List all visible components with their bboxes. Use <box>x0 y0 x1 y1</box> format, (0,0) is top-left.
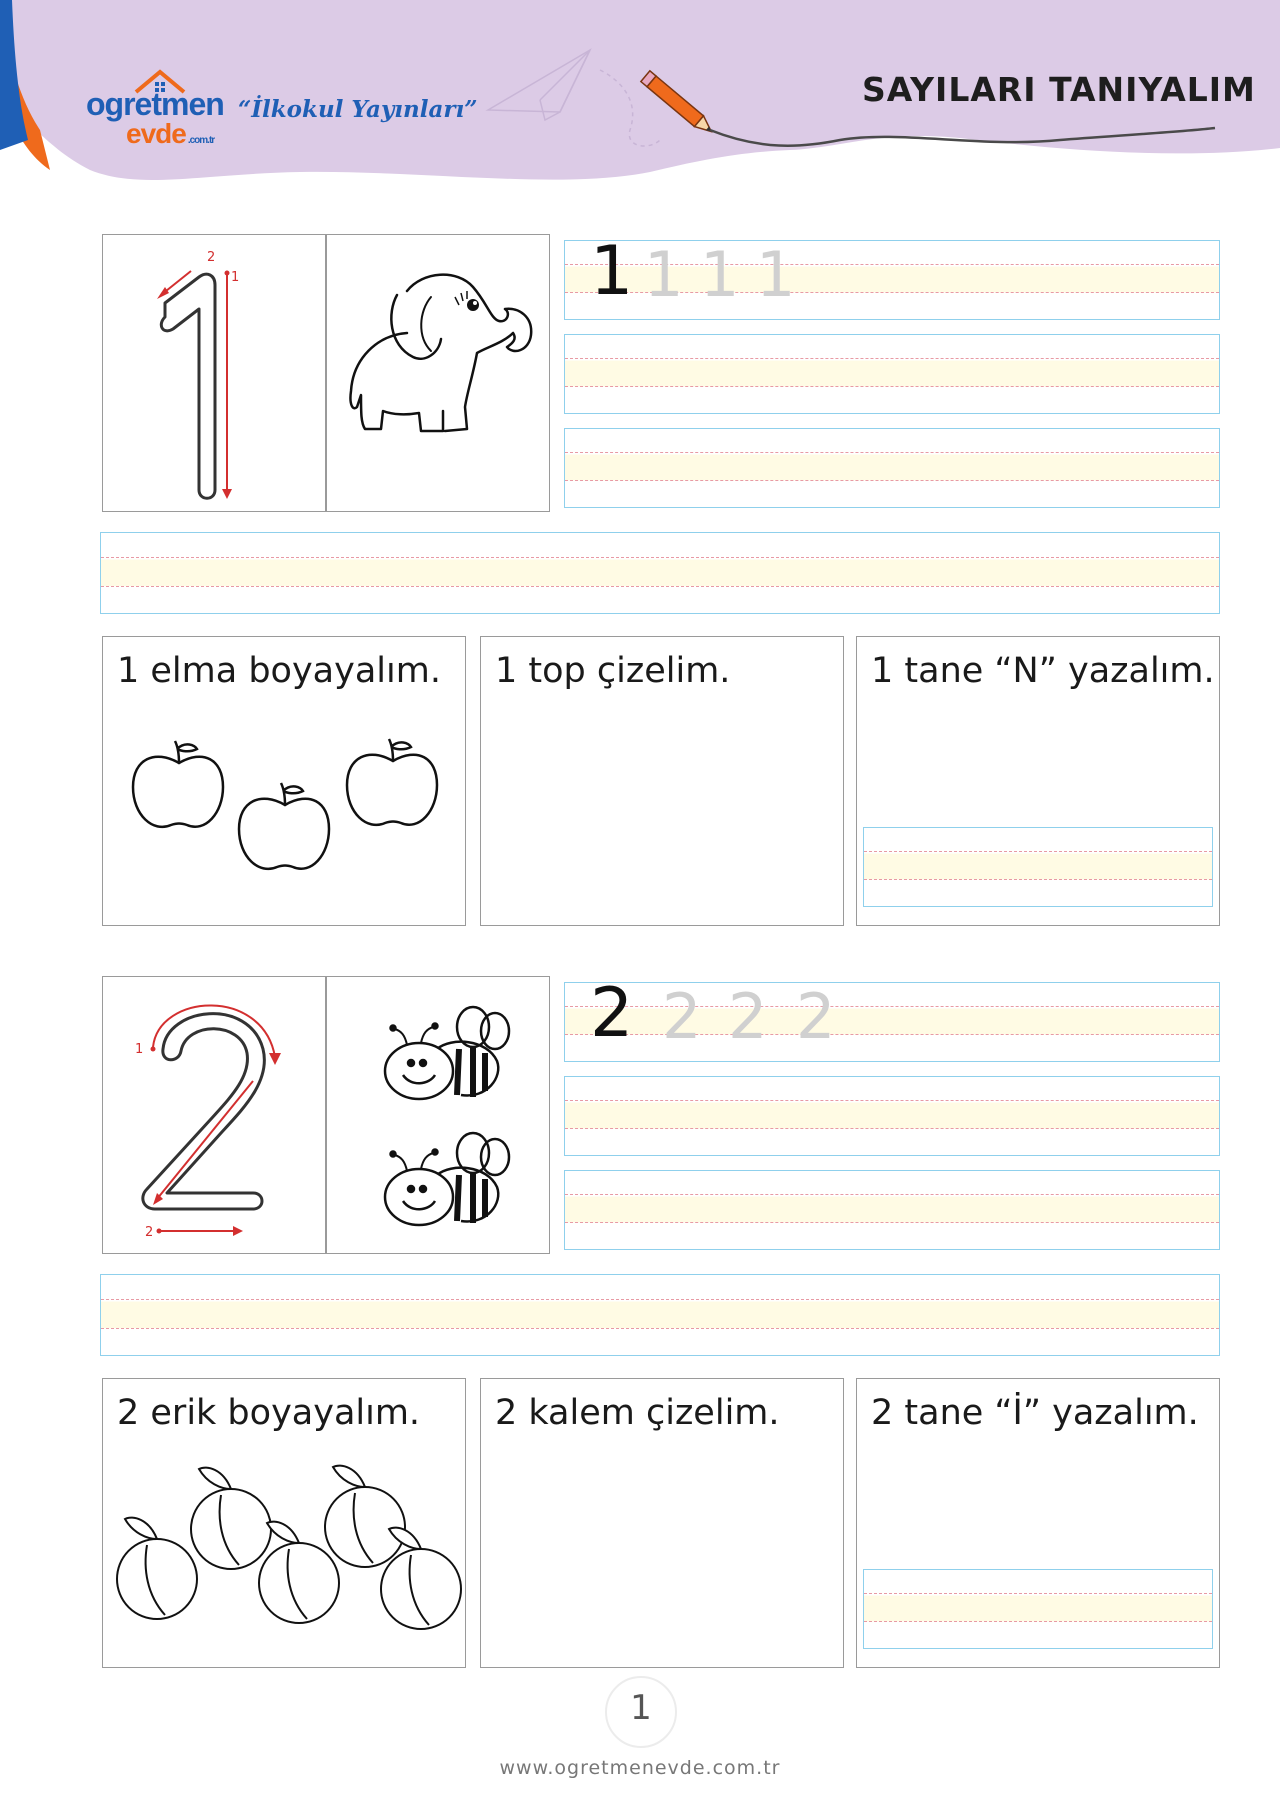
digit-one-stroke-guide <box>103 235 324 510</box>
brand-domain-text: .com.tr <box>187 135 215 146</box>
task-label: 1 top çizelim. <box>495 651 731 691</box>
bees-picture-box <box>326 976 550 1254</box>
task-box-color-apple[interactable] <box>102 636 466 926</box>
elephant-picture-box <box>326 234 550 512</box>
bee-icon <box>385 1133 509 1225</box>
apple-icon <box>347 739 437 825</box>
brand-sub-text: evde .com.tr <box>126 118 215 149</box>
task-box-write-letter-n[interactable] <box>856 636 1220 926</box>
writing-line-wide[interactable] <box>100 532 1220 614</box>
stroke-order-label: 1 <box>231 270 240 285</box>
writing-line[interactable] <box>863 1569 1213 1649</box>
stroke-order-label: 2 <box>145 1225 154 1240</box>
digit-two-model-box <box>102 976 326 1254</box>
trace-digit: 2 <box>796 980 836 1053</box>
trace-digit: 2 <box>662 980 702 1053</box>
brand-logo <box>86 86 224 149</box>
trace-digit: 1 <box>756 238 796 311</box>
task-label: 1 elma boyayalım. <box>117 651 441 691</box>
writing-line[interactable] <box>564 1170 1220 1250</box>
trace-digit: 2 <box>728 980 768 1053</box>
trace-digit: 1 <box>644 238 684 311</box>
writing-line[interactable] <box>863 827 1213 907</box>
trace-digit: 1 <box>700 238 740 311</box>
elephant-icon <box>327 235 548 510</box>
page-title: SAYILARI TANIYALIM <box>862 70 1256 109</box>
digit-two-stroke-guide <box>103 977 324 1252</box>
page-number: 1 <box>630 1688 652 1728</box>
task-label: 2 kalem çizelim. <box>495 1393 780 1433</box>
task-box-draw-ball[interactable] <box>480 636 844 926</box>
task-box-color-plum[interactable] <box>102 1378 466 1668</box>
plum-icon <box>325 1466 405 1567</box>
bee-icon <box>385 1007 509 1099</box>
apple-outlines <box>103 637 463 923</box>
bees-illustration <box>327 977 548 1252</box>
plum-outlines <box>103 1379 463 1665</box>
website-url: www.ogretmenevde.com.tr <box>499 1757 781 1779</box>
writing-line-wide[interactable] <box>100 1274 1220 1356</box>
task-label: 2 tane “İ” yazalım. <box>871 1393 1199 1433</box>
digit-one-model-box <box>102 234 326 512</box>
writing-line[interactable] <box>564 1076 1220 1156</box>
stroke-order-label: 1 <box>135 1042 144 1057</box>
plum-icon <box>191 1468 271 1569</box>
stroke-order-label: 2 <box>207 250 216 265</box>
model-digit: 1 <box>590 232 634 311</box>
tagline: “İlkokul Yayınları” <box>238 96 478 123</box>
model-digit: 2 <box>590 974 634 1053</box>
apple-icon <box>239 783 329 869</box>
writing-line[interactable] <box>564 428 1220 508</box>
task-label: 2 erik boyayalım. <box>117 1393 421 1433</box>
writing-line[interactable] <box>564 334 1220 414</box>
task-box-write-letter-i[interactable] <box>856 1378 1220 1668</box>
apple-icon <box>133 741 223 827</box>
task-label: 1 tane “N” yazalım. <box>871 651 1215 691</box>
plum-icon <box>117 1518 197 1619</box>
brand-main-text: ogretmen <box>86 86 224 122</box>
task-box-draw-pencil[interactable] <box>480 1378 844 1668</box>
